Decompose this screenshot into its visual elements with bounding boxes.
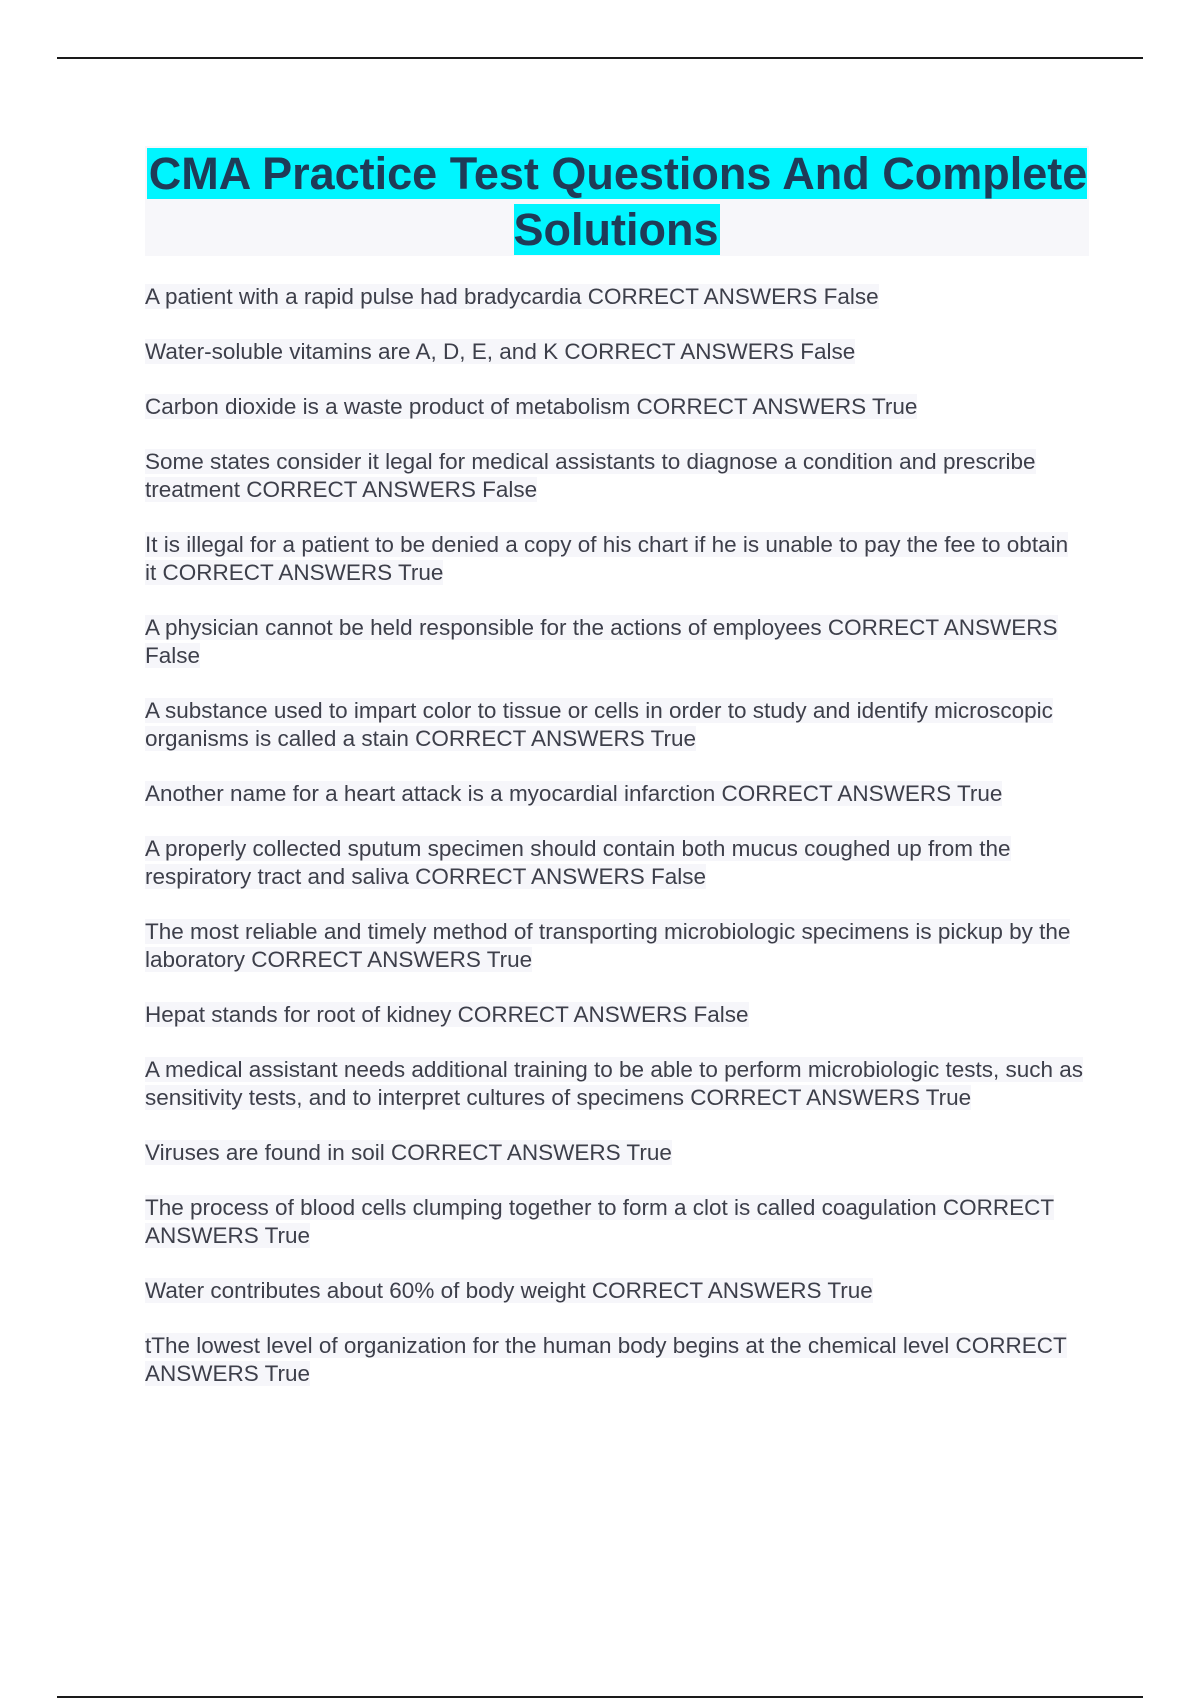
qa-item-text: The process of blood cells clumping together to form a clot is called coagulation CORRECT ANSWERS True <box>145 1195 1055 1248</box>
qa-list <box>145 283 1085 1415</box>
qa-item-text: A physician cannot be held responsible for the actions of employees CORRECT ANSWERS False <box>145 615 1058 668</box>
qa-item <box>145 1139 1085 1167</box>
qa-item-text: Another name for a heart attack is a myocardial infarction CORRECT ANSWERS True <box>145 781 1003 806</box>
page-title <box>145 146 1089 258</box>
qa-item-text: A substance used to impart color to tissue or cells in order to study and identify microscopic organisms is called a stain CORRECT ANSWERS True <box>145 698 1053 751</box>
qa-item <box>145 835 1085 891</box>
qa-item-text: It is illegal for a patient to be denied a copy of his chart if he is unable to pay the fee to obtain it CORRECT ANSWERS True <box>145 532 1069 585</box>
qa-item <box>145 697 1085 753</box>
qa-item-text: Water-soluble vitamins are A, D, E, and K CORRECT ANSWERS False <box>145 339 856 364</box>
qa-item-text: A properly collected sputum specimen should contain both mucus coughed up from the respiratory tract and saliva CORRECT ANSWERS False <box>145 836 1011 889</box>
qa-item <box>145 614 1085 670</box>
page-title-text: CMA Practice Test Questions And Complete Solutions <box>148 148 1088 255</box>
qa-item <box>145 918 1085 974</box>
qa-item-text: Water contributes about 60% of body weight CORRECT ANSWERS True <box>145 1278 873 1303</box>
qa-item <box>145 393 1085 421</box>
qa-item <box>145 448 1085 504</box>
qa-item <box>145 780 1085 808</box>
header-rule <box>57 57 1143 59</box>
qa-item <box>145 1332 1085 1388</box>
qa-item-text: The most reliable and timely method of transporting microbiologic specimens is pickup by the laboratory CORRECT ANSWERS True <box>145 919 1071 972</box>
qa-item-text: tThe lowest level of organization for the human body begins at the chemical level CORRECT ANSWERS True <box>145 1333 1067 1386</box>
qa-item <box>145 1056 1085 1112</box>
qa-item <box>145 531 1085 587</box>
qa-item <box>145 1277 1085 1305</box>
title-box <box>145 146 1089 256</box>
qa-item-text: Hepat stands for root of kidney CORRECT ANSWERS False <box>145 1002 749 1027</box>
qa-item-text: A medical assistant needs additional training to be able to perform microbiologic tests, such as sensitivity tests, and to interpret cultures of specimens CORRECT ANSWERS True <box>145 1057 1084 1110</box>
qa-item <box>145 1001 1085 1029</box>
qa-item-text: A patient with a rapid pulse had bradycardia CORRECT ANSWERS False <box>145 284 879 309</box>
qa-item <box>145 338 1085 366</box>
footer-rule <box>57 1696 1143 1698</box>
qa-item <box>145 283 1085 311</box>
qa-item <box>145 1194 1085 1250</box>
qa-item-text: Carbon dioxide is a waste product of metabolism CORRECT ANSWERS True <box>145 394 918 419</box>
qa-item-text: Some states consider it legal for medical assistants to diagnose a condition and prescribe treatment CORRECT ANSWERS False <box>145 449 1036 502</box>
qa-item-text: Viruses are found in soil CORRECT ANSWERS True <box>145 1140 672 1165</box>
